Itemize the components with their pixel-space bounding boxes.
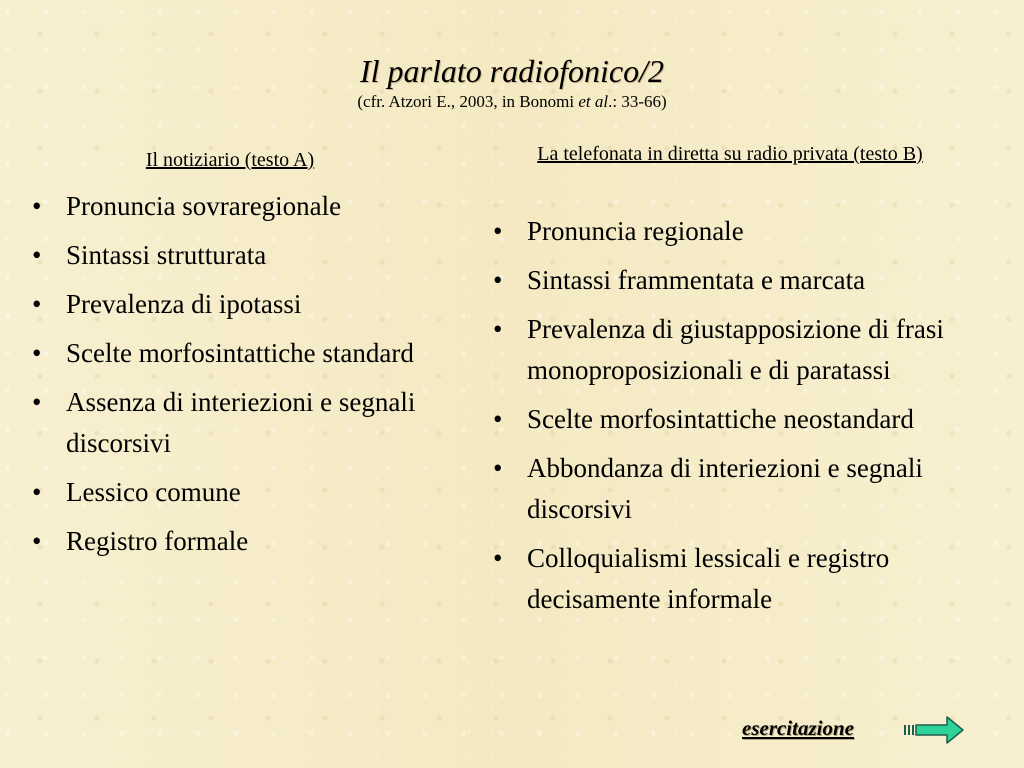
list-item: • Prevalenza di ipotassi bbox=[28, 284, 428, 325]
list-item: • Scelte morfosintattiche standard bbox=[28, 333, 428, 374]
list-item: • Abbondanza di interiezioni e segnali discorsivi bbox=[489, 448, 989, 530]
slide-title: Il parlato radiofonico/2 bbox=[360, 53, 664, 89]
list-item: • Registro formale bbox=[28, 521, 428, 562]
left-column-list bbox=[28, 186, 428, 570]
right-column-list bbox=[489, 211, 989, 628]
left-column-heading: Il notiziario (testo A) bbox=[145, 149, 315, 171]
list-item: • Pronuncia regionale bbox=[489, 211, 989, 252]
subtitle-citation: (cfr. Atzori E., 2003, in Bonomi bbox=[357, 92, 579, 111]
esercitazione-link[interactable]: esercitazione bbox=[742, 716, 854, 740]
right-arrow-icon[interactable] bbox=[903, 714, 965, 746]
list-item: • Scelte morfosintattiche neostandard bbox=[489, 399, 989, 440]
list-item: • Sintassi strutturata bbox=[28, 235, 428, 276]
list-item: • Prevalenza di giustapposizione di frasi monoproposizionali e di paratassi bbox=[489, 309, 989, 391]
right-column-heading: La telefonata in diretta su radio privata (testo B) bbox=[537, 143, 923, 165]
list-item: • Pronuncia sovraregionale bbox=[28, 186, 428, 227]
list-item: • Colloquialismi lessicali e registro decisamente informale bbox=[489, 538, 989, 620]
list-item: • Sintassi frammentata e marcata bbox=[489, 260, 989, 301]
slide-subtitle bbox=[0, 92, 1024, 112]
subtitle-pages: .: 33-66) bbox=[608, 92, 667, 111]
list-item: • Lessico comune bbox=[28, 472, 428, 513]
list-item: • Assenza di interiezioni e segnali discorsivi bbox=[28, 382, 428, 464]
subtitle-et-al: et al bbox=[578, 92, 609, 111]
